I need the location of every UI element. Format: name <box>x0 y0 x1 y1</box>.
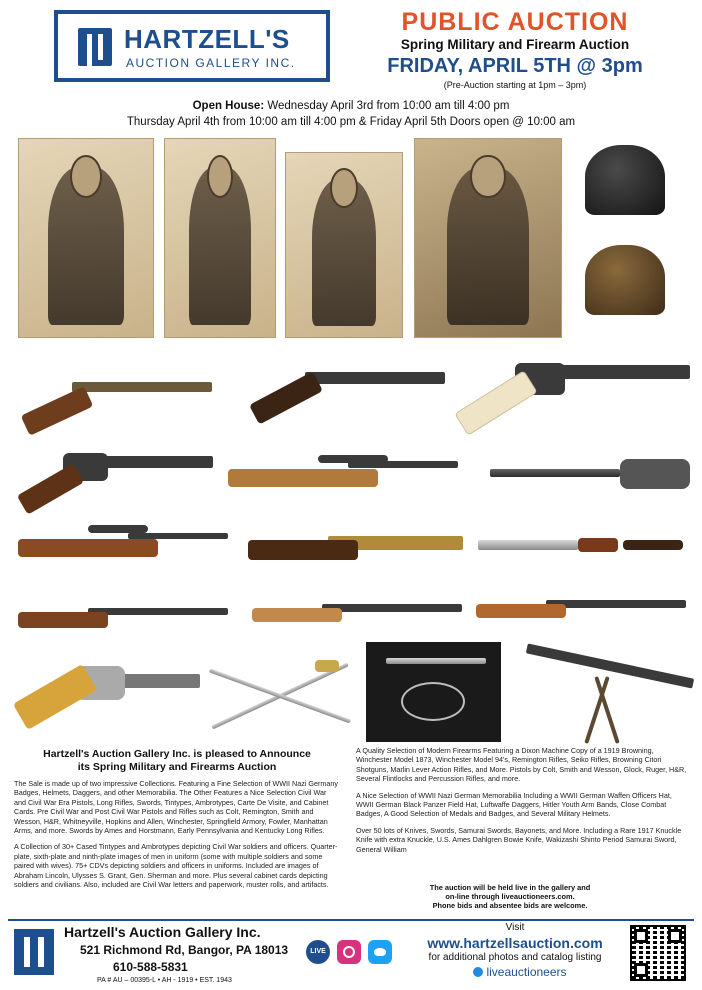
liveauctioneers-dot-icon <box>473 967 483 977</box>
footer-logo-icon <box>14 929 54 975</box>
trench-knife <box>490 455 690 500</box>
logo-subtitle: AUCTION GALLERY INC. <box>126 56 296 70</box>
steel-helmet-brown <box>585 245 665 315</box>
open-house-line-1 <box>0 100 702 112</box>
footer-phone: 610-588-5831 <box>113 960 188 974</box>
collections-paragraph: The Sale is made up of two impressive Collections. Featuring a Fine Selection of WWII Nazi Germany Badges, Helmets, Daggers, and other Memorabilia. The Other Features a Nice Selection Civil War and Civil War Era Pistols, Long Rifles, Swords, Tintypes, Ambrotypes, Carte De Visite, and Cabinet Cards. Pre Civil War and Post Civil War Pistols and Rifles such as Colt, Remington, Smith and Wesson, H&R, Whitneyville, Hopkins and Allen, Winchester, Springfield Armory, Fowler, Manhattan Arms, and more. Swords by Ames and Horstmann, Early Pennsylvania and Kentucky Long Rifles. <box>14 779 338 836</box>
logo-name: HARTZELL'S <box>124 24 290 54</box>
website-link[interactable]: www.hartzellsauction.com <box>427 935 603 951</box>
general-portrait-photo <box>285 152 403 338</box>
scoped-rifle <box>228 455 458 500</box>
percussion-pistol <box>250 362 445 437</box>
live-auction-note <box>380 883 640 910</box>
flintlock-pistol <box>22 370 212 440</box>
pump-shotgun <box>18 600 228 640</box>
open-house-wednesday: Wednesday April 3rd from 10:00 am till 4:00 pm <box>267 100 510 112</box>
crossed-swords <box>205 650 350 745</box>
over-under-shotgun <box>252 598 462 628</box>
right-column <box>356 746 690 861</box>
announce-title-1: Hartzell's Auction Gallery Inc. is pleased to Announce <box>43 748 311 760</box>
portrait-photo <box>18 138 154 338</box>
dagger-with-chain <box>366 642 501 742</box>
footer-company-name: Hartzell's Auction Gallery Inc. <box>64 924 261 940</box>
memorabilia-paragraph: A Nice Selection of WWII Nazi German Memorabilia Including a WWII German Waffen Officers Hat, WWII German Black Panzer Field Hat, Luftwaffe Daggers, Hitler Youth Arm Bands, Close Combat Badges, A Good Selection of Medals and Badges, and Several Military Helmets. <box>356 790 672 819</box>
live-note-line-3: Phone bids and absentee bids are welcome. <box>432 901 588 910</box>
live-note-line-2: on-line through liveauctioneers.com. <box>445 892 575 901</box>
steel-helmet-black <box>585 145 665 215</box>
auction-date: FRIDAY, APRIL 5TH @ 3pm <box>387 55 643 77</box>
knives-paragraph: Over 50 lots of Knives, Swords, Samurai Swords, Bayonets, and More. Including a Rare 1917 Knuckle Knife with extra Knuckle, U.S. Ames Dahlgren Bowie Knife, Wakizashi Shinto Period Samurai Sword, General William <box>356 825 682 854</box>
announce-title-2: its Spring Military and Firearms Auction <box>77 761 277 773</box>
live-note-line-1: The auction will be held live in the gallery and <box>429 883 591 892</box>
website-subtitle: for additional photos and catalog listing <box>428 952 602 963</box>
flag-soldier-photo <box>414 138 562 338</box>
dagger-with-scabbard <box>478 528 683 568</box>
qr-code[interactable] <box>630 925 686 981</box>
footer-license: PA # AU – 00395-L • AH - 1919 • EST. 1943 <box>97 977 232 984</box>
tintypes-paragraph: A Collection of 30+ Cased Tintypes and Ambrotypes depicting Civil War soldiers and officers. Quarter-plate, sixth-plate and ninth-plate images of men in uniform (some with multiple soldiers and some paired with wives). 75+ CDVs depicting soldiers and officers in uniforms. Included are images of Abraham Lincoln, Ulysses S. Grant, Gen. Sherman and more. Plus several cabinet cards depicting soldiers and civilians. Also, included are Civil War letters and paperwork, muster rolls, and artifacts. <box>14 842 338 890</box>
public-auction-heading: PUBLIC AUCTION <box>401 8 629 36</box>
logo-h-icon <box>78 28 112 66</box>
liveauctioneers-logo[interactable] <box>440 965 600 979</box>
logo <box>54 10 330 82</box>
visit-label: Visit <box>505 922 525 933</box>
auction-title: Spring Military and Firearm Auction <box>400 37 630 52</box>
twitter-icon[interactable] <box>368 940 392 964</box>
soldier-tintype-photo <box>164 138 276 338</box>
pre-auction-note: (Pre-Auction starting at 1pm – 3pm) <box>443 80 587 90</box>
flintlock-blunderbuss <box>248 532 463 577</box>
live-icon[interactable]: LIVE <box>306 940 330 964</box>
left-column <box>14 748 340 896</box>
footer-divider <box>8 919 694 921</box>
open-house-line-2: Thursday April 4th from 10:00 am till 4:00 pm & Friday April 5th Doors open @ 10:00 am <box>126 116 576 128</box>
side-by-side-shotgun <box>476 594 686 624</box>
brass-frame-revolver <box>15 652 200 742</box>
civil-war-revolver <box>18 448 213 518</box>
footer-address: 521 Richmond Rd, Bangor, PA 18013 <box>80 943 289 957</box>
liveauctioneers-label: liveauctioneers <box>486 965 567 979</box>
bolt-action-rifle <box>18 525 228 570</box>
instagram-icon[interactable] <box>337 940 361 964</box>
machine-gun-on-tripod <box>525 645 695 745</box>
open-house-label: Open House: <box>192 100 265 112</box>
ivory-grip-revolver <box>455 355 695 440</box>
modern-firearms-paragraph: A Quality Selection of Modern Firearms Featuring a Dixon Machine Copy of a 1919 Browning, Winchester Model 1873, Winchester Model 94's, Remington Rifles, Seiko Rifles, Browning Citori Shotguns, Marlin Lever Action Rifles, and More. Pistols by Colt, Smith and Wesson, Glock, Ruger, H&R, Several Flintlocks and Percussion Rifles, and more. <box>356 746 687 784</box>
